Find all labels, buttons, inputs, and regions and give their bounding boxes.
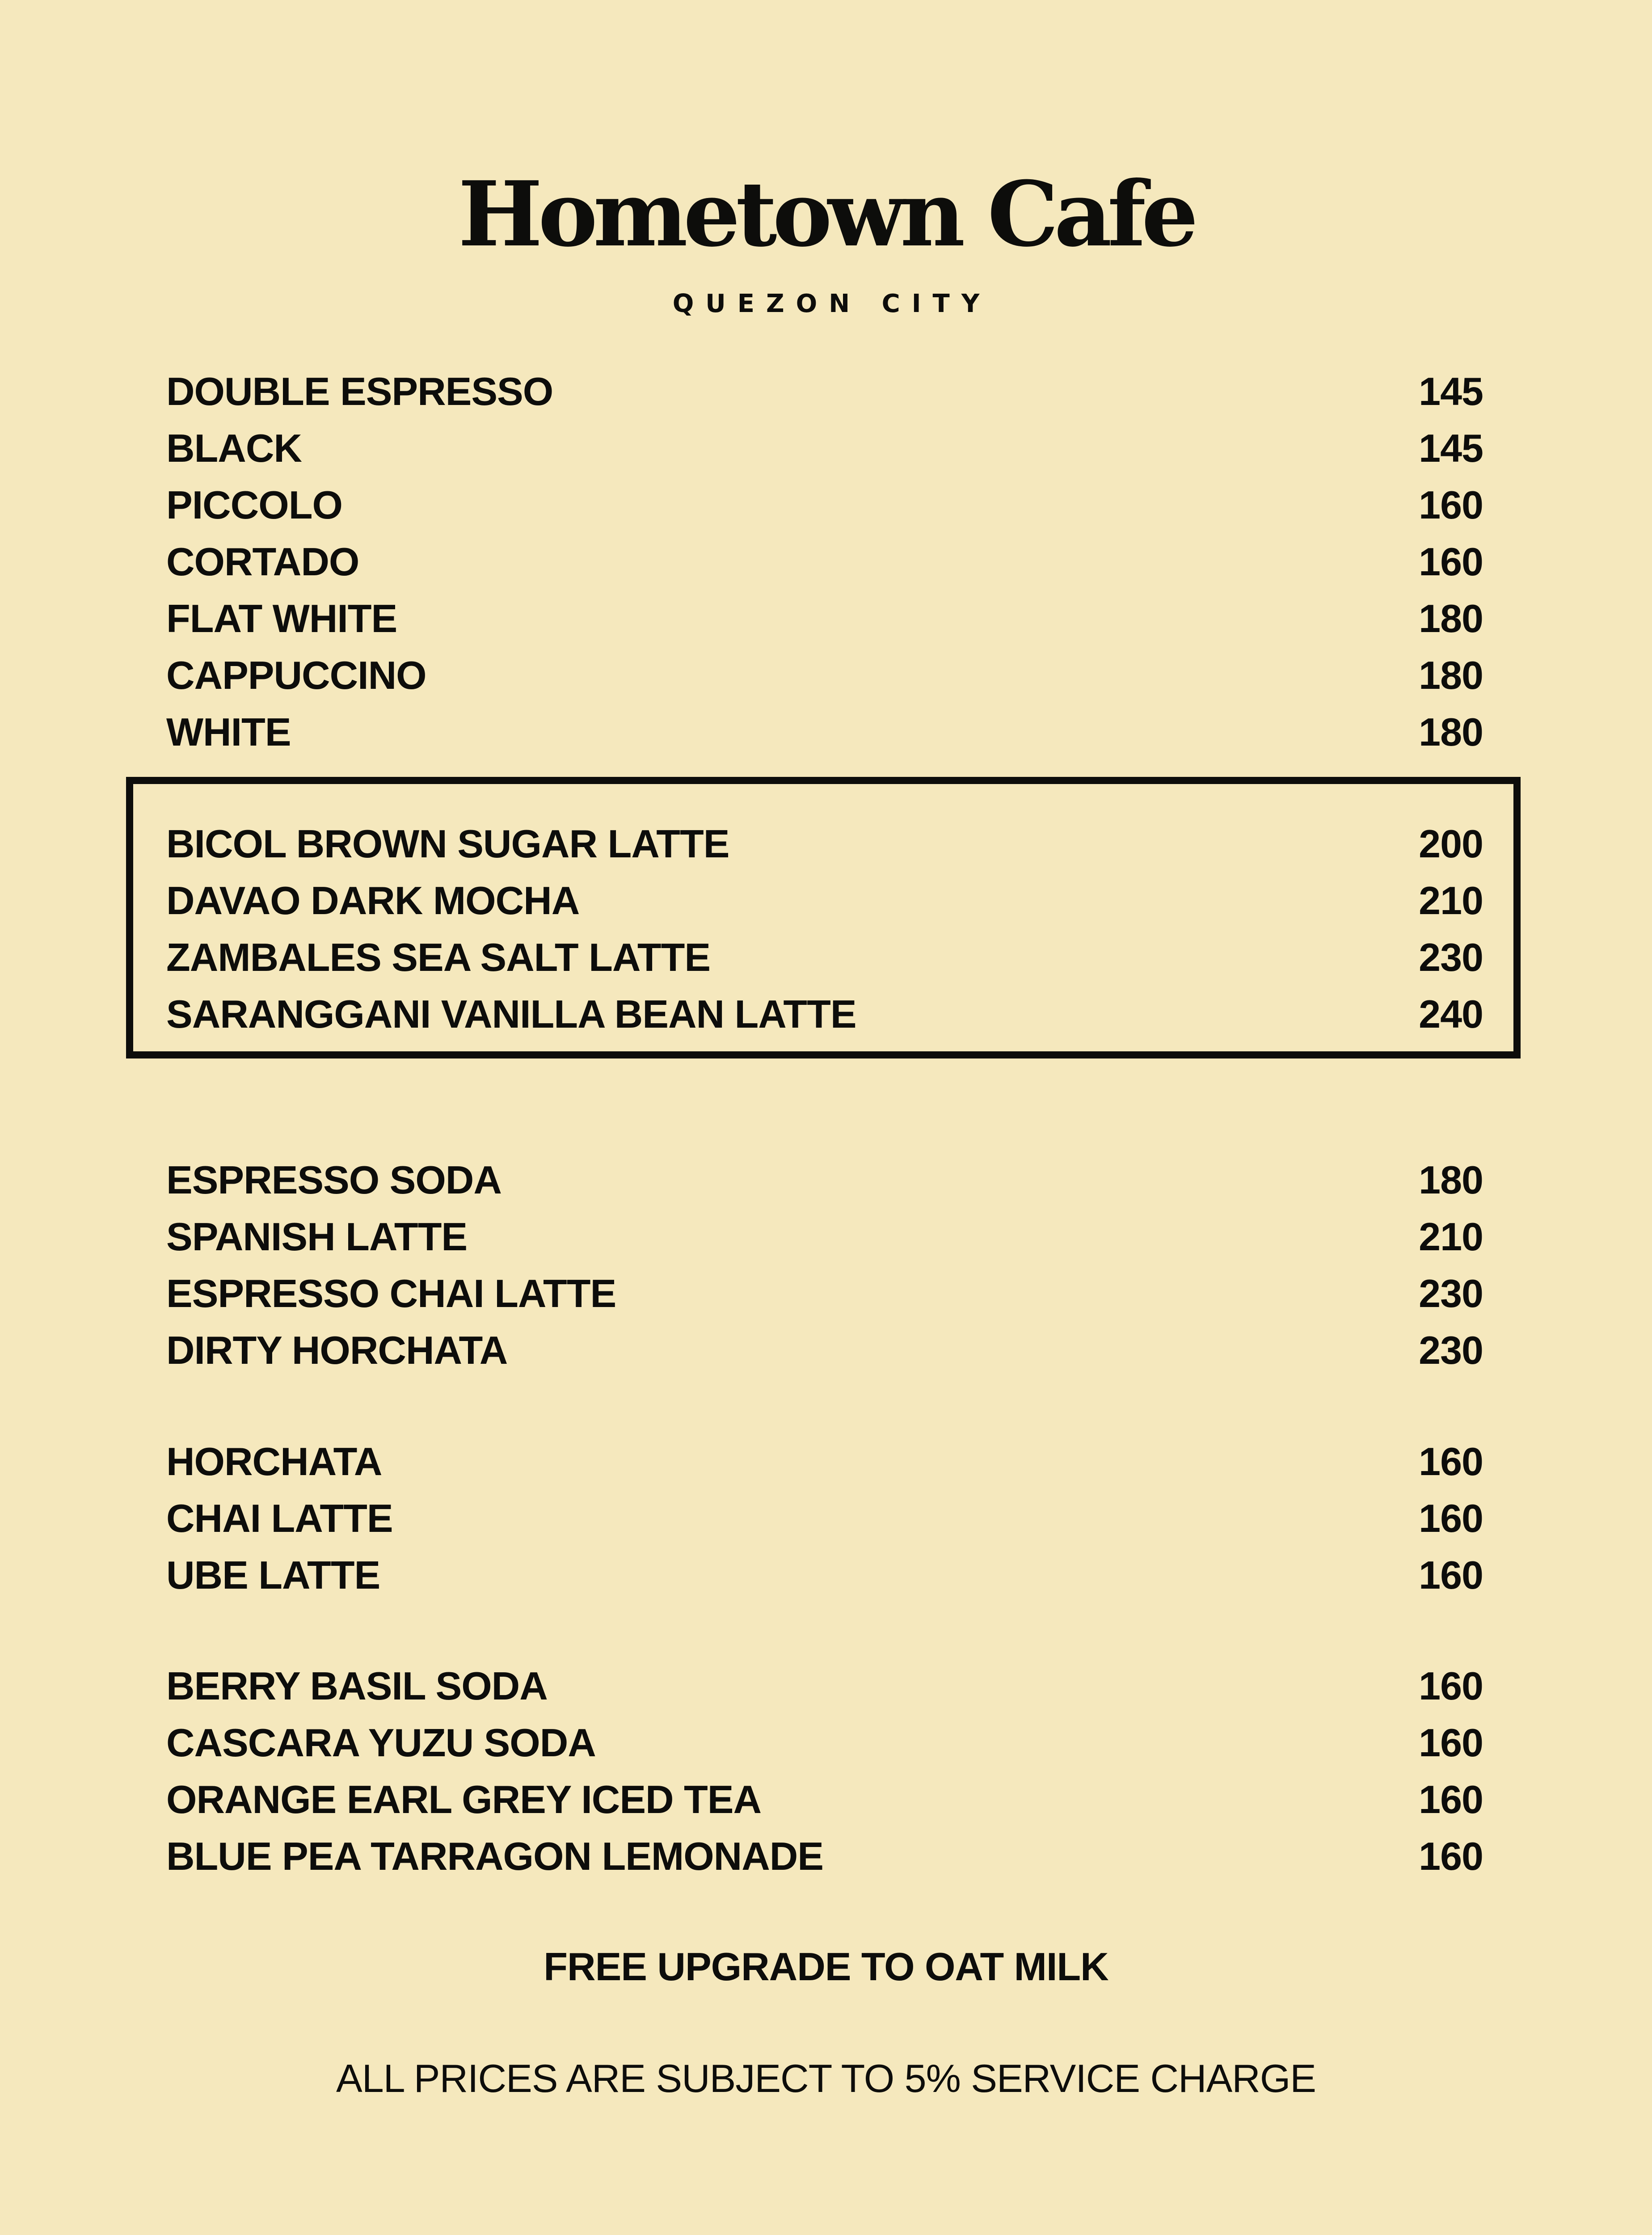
item-name: UBE LATTE (166, 1553, 380, 1597)
item-price: 230 (1419, 935, 1483, 979)
location-subtitle: QUEZON CITY (672, 289, 991, 318)
menu-item (166, 986, 1483, 1042)
item-price: 145 (1419, 426, 1483, 470)
item-price: 230 (1419, 1328, 1483, 1372)
menu-item (166, 1657, 1483, 1714)
item-price: 145 (1419, 369, 1483, 413)
item-price: 180 (1419, 596, 1483, 641)
menu-item (166, 815, 1483, 872)
item-name: ZAMBALES SEA SALT LATTE (166, 935, 711, 979)
item-price: 160 (1419, 1496, 1483, 1540)
menu-item (166, 872, 1483, 929)
item-name: BLACK (166, 426, 302, 470)
item-name: CHAI LATTE (166, 1496, 393, 1540)
menu-item (166, 1547, 1483, 1603)
item-price: 180 (1419, 1158, 1483, 1202)
oat-milk-note: FREE UPGRADE TO OAT MILK (544, 1944, 1108, 1989)
menu-item (166, 590, 1483, 647)
item-price: 160 (1419, 1553, 1483, 1597)
item-price: 160 (1419, 1777, 1483, 1822)
menu-item (166, 1151, 1483, 1208)
menu-section-espresso (166, 363, 1483, 760)
item-name: DOUBLE ESPRESSO (166, 369, 553, 413)
item-name: HORCHATA (166, 1439, 382, 1484)
menu-item (166, 363, 1483, 420)
menu-item (166, 533, 1483, 590)
brand-title: Hometown Cafe (458, 162, 1194, 267)
item-price: 160 (1419, 1834, 1483, 1878)
item-name: FLAT WHITE (166, 596, 397, 641)
menu-item (166, 704, 1483, 760)
item-name: BICOL BROWN SUGAR LATTE (166, 822, 729, 866)
item-price: 180 (1419, 710, 1483, 754)
menu-item (166, 1490, 1483, 1547)
menu-item (166, 1771, 1483, 1828)
item-name: CORTADO (166, 540, 359, 584)
menu-item (166, 929, 1483, 986)
menu-item (166, 1714, 1483, 1771)
item-name: ORANGE EARL GREY ICED TEA (166, 1777, 762, 1822)
item-price: 230 (1419, 1271, 1483, 1316)
item-price: 210 (1419, 878, 1483, 923)
item-price: 180 (1419, 653, 1483, 697)
menu-item (166, 420, 1483, 477)
menu-section-sodas-teas (166, 1657, 1483, 1885)
item-name: ESPRESSO CHAI LATTE (166, 1271, 616, 1316)
menu-section-featured (166, 815, 1483, 1042)
service-charge-note: ALL PRICES ARE SUBJECT TO 5% SERVICE CHARGE (336, 2056, 1316, 2100)
item-price: 210 (1419, 1214, 1483, 1259)
item-price: 160 (1419, 1721, 1483, 1765)
item-name: PICCOLO (166, 483, 342, 527)
item-name: ESPRESSO SODA (166, 1158, 502, 1202)
item-name: SARANGGANI VANILLA BEAN LATTE (166, 992, 856, 1036)
menu-item (166, 1828, 1483, 1885)
item-price: 200 (1419, 822, 1483, 866)
item-name: BLUE PEA TARRAGON LEMONADE (166, 1834, 823, 1878)
item-name: DAVAO DARK MOCHA (166, 878, 580, 923)
menu-item (166, 647, 1483, 704)
item-name: SPANISH LATTE (166, 1214, 468, 1259)
menu-section-non-coffee (166, 1433, 1483, 1603)
item-price: 160 (1419, 483, 1483, 527)
menu-section-specialty (166, 1151, 1483, 1379)
item-price: 240 (1419, 992, 1483, 1036)
menu-item (166, 1208, 1483, 1265)
item-name: DIRTY HORCHATA (166, 1328, 508, 1372)
menu-item (166, 1433, 1483, 1490)
item-name: CAPPUCCINO (166, 653, 426, 697)
item-price: 160 (1419, 1664, 1483, 1708)
item-name: WHITE (166, 710, 291, 754)
item-price: 160 (1419, 540, 1483, 584)
item-name: CASCARA YUZU SODA (166, 1721, 596, 1765)
item-price: 160 (1419, 1439, 1483, 1484)
menu-item (166, 477, 1483, 533)
item-name: BERRY BASIL SODA (166, 1664, 548, 1708)
menu-item (166, 1265, 1483, 1322)
menu-item (166, 1322, 1483, 1379)
